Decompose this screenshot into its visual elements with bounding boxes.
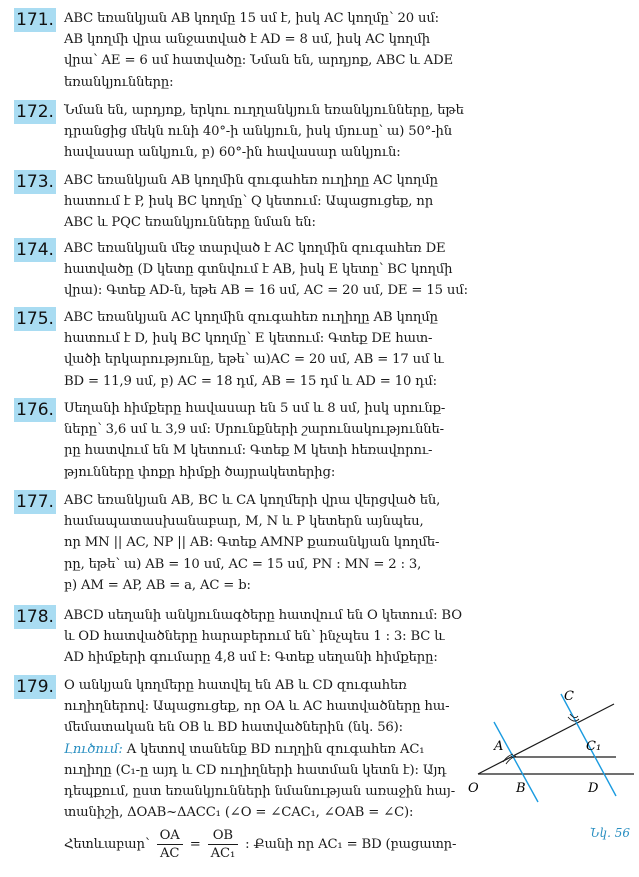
text-line: ները՝ 3,6 սմ և 3,9 սմ: Սրունքների շարունակություննե- bbox=[64, 422, 444, 438]
text-line: եռանկյունները: bbox=[64, 74, 174, 90]
problem-number: 178. bbox=[14, 605, 56, 629]
fraction-denominator: AC bbox=[159, 846, 180, 862]
text-line: համապատասխանաբար, M, N և P կետերն այնպես, bbox=[64, 514, 424, 530]
text-line: Նման են, արդյոք, երկու ուղղանկյուն եռանկյունները, եթե bbox=[64, 103, 464, 118]
fraction-numerator: OA bbox=[157, 827, 183, 845]
text-line: ուղիղներով: Ապացուցեք, որ OA և AC հատվածները հա- bbox=[64, 699, 450, 715]
text-line: ABC եռանկյան AB կողմին զուգահեռ ուղիղը AC կողմը bbox=[64, 173, 438, 188]
text-line: րը հատվում են M կետում: Գտեք M կետի հեռավորու- bbox=[64, 443, 433, 459]
figure-caption: Նկ. 56 bbox=[590, 826, 630, 840]
text-line: հավասար անկյուն, բ) 60°-ին հավասար անկյուն: bbox=[64, 145, 401, 161]
problem-number: 172. bbox=[14, 100, 56, 124]
text-line: BD = 11,9 սմ, բ) AC = 18 դմ, AB = 15 դմ և AD = 10 դմ: bbox=[64, 373, 437, 389]
text-line: A կետով տանենք BD ուղղին զուգահեռ AC₁ bbox=[126, 741, 425, 757]
text-line: ABC եռանկյան մեջ տարված է AC կողմին զուգահեռ DE bbox=[64, 241, 446, 256]
text-line: հատվածը (D կետը գտնվում է AB, իսկ E կետը՝ BC կողմի bbox=[64, 262, 453, 278]
problem-text bbox=[64, 170, 438, 234]
label-d: D bbox=[588, 781, 599, 796]
ratio-line bbox=[64, 827, 474, 863]
equals-sign: = bbox=[189, 837, 201, 853]
fraction-oa-ac bbox=[157, 827, 183, 862]
fraction-ob-ac1 bbox=[208, 827, 238, 862]
text-fragment: : Քանի որ AC₁ = BD (բացատր- bbox=[245, 837, 457, 853]
text-line: որ MN || AC, NP || AB: Գտեք AMNP քառանկյան կողմե- bbox=[64, 535, 440, 551]
text-line: ABC եռանկյան AB կողմը 15 սմ է, իսկ AC կողմը՝ 20 սմ: bbox=[64, 11, 439, 26]
text-line: բ) AM = AP, AB = a, AC = b: bbox=[64, 577, 251, 593]
problem-number: 176. bbox=[14, 398, 56, 422]
label-b: B bbox=[516, 781, 526, 796]
text-line: դեպքում, ըստ եռանկյունների նմանության առաջին հայ- bbox=[64, 784, 456, 800]
label-a: A bbox=[494, 739, 504, 754]
fraction-denominator: AC₁ bbox=[210, 846, 236, 862]
label-c: C bbox=[564, 689, 574, 704]
label-c1: C₁ bbox=[586, 739, 602, 754]
figure-56-diagram bbox=[466, 684, 636, 844]
text-line: վրա): Գտեք AD-ն, եթե AB = 16 սմ, AC = 20 սմ, DE = 15 սմ: bbox=[64, 283, 468, 299]
text-line: ուղիղը (C₁-ը այդ և CD ուղիղների հատման կետն է): Այդ bbox=[64, 762, 447, 778]
problem-number: 173. bbox=[14, 170, 56, 194]
text-line: AB կողմի վրա անջատված է AD = 8 սմ, իսկ AC կողմի bbox=[64, 32, 430, 48]
text-line: և OD հատվածները հարաբերում են՝ ինչպես 1 : 3: BC և bbox=[64, 629, 445, 645]
text-line: Սեղանի հիմքերը հավասար են 5 սմ և 8 սմ, իսկ սրունք- bbox=[64, 401, 446, 416]
text-line: րը, եթե՝ ա) AB = 10 սմ, AC = 15 սմ, PN : MN = 2 : 3, bbox=[64, 556, 422, 572]
text-line: ABC և PQC եռանկյունները նման են: bbox=[64, 215, 316, 231]
text-line: վածի երկարությունը, եթե՝ ա)AC = 20 սմ, AB = 17 սմ և bbox=[64, 352, 444, 368]
text-fragment: Հետևաբար՝ bbox=[64, 837, 150, 853]
problem-text bbox=[64, 675, 474, 863]
text-line: ABC եռանկյան AB, BC և CA կողմերի վրա վերցված են, bbox=[64, 493, 441, 508]
text-line: ABC եռանկյան AC կողմին զուգահեռ ուղիղը AB կողմը bbox=[64, 310, 438, 325]
text-line: հատում է P, իսկ BC կողմը՝ Q կետում: Ապացուցեք, որ bbox=[64, 194, 434, 210]
problem-number: 177. bbox=[14, 490, 56, 514]
text-line: դրանցից մեկն ունի 40°-ի անկյուն, իսկ մյուսը՝ ա) 50°-ին bbox=[64, 124, 452, 140]
solution-label: Լուծում: bbox=[64, 741, 123, 757]
problem-number: 174. bbox=[14, 238, 56, 262]
text-line: թյունները փոքր հիմքի ծայրակետերից: bbox=[64, 464, 336, 480]
problem-text bbox=[64, 238, 468, 302]
problem-number: 179. bbox=[14, 675, 56, 699]
text-line: ABCD սեղանի անկյունագծերը հատվում են O կետում: BO bbox=[64, 608, 462, 623]
label-o: O bbox=[468, 781, 479, 796]
problem-text bbox=[64, 8, 453, 93]
text-line: O անկյան կողմերը հատվել են AB և CD զուգահեռ bbox=[64, 678, 407, 693]
text-line: հատում է D, իսկ BC կողմը՝ E կետում: Գտեք DE հատ- bbox=[64, 331, 433, 347]
text-line: մեմատական են OB և BD հատվածներին (նկ. 56): bbox=[64, 720, 403, 736]
text-line: AD հիմքերի գումարը 4,8 սմ է: Գտեք սեղանի հիմքերը: bbox=[64, 650, 438, 666]
problem-number: 175. bbox=[14, 307, 56, 331]
problem-text bbox=[64, 307, 444, 392]
problem-text bbox=[64, 100, 464, 164]
problem-text bbox=[64, 490, 440, 596]
problem-text bbox=[64, 605, 462, 669]
text-line: տանիշի, ΔOAB~ΔACC₁ (∠O = ∠CAC₁, ∠OAB = ∠C): bbox=[64, 805, 414, 821]
text-line: վրա՝ AE = 6 սմ հատվածը: Նման են, արդյոք, ABC և ADE bbox=[64, 53, 453, 69]
angle-arc-c bbox=[570, 714, 578, 718]
problem-text bbox=[64, 398, 445, 483]
solution-first-line bbox=[64, 739, 474, 760]
problem-number: 171. bbox=[14, 8, 56, 32]
fraction-numerator: OB bbox=[208, 827, 238, 845]
